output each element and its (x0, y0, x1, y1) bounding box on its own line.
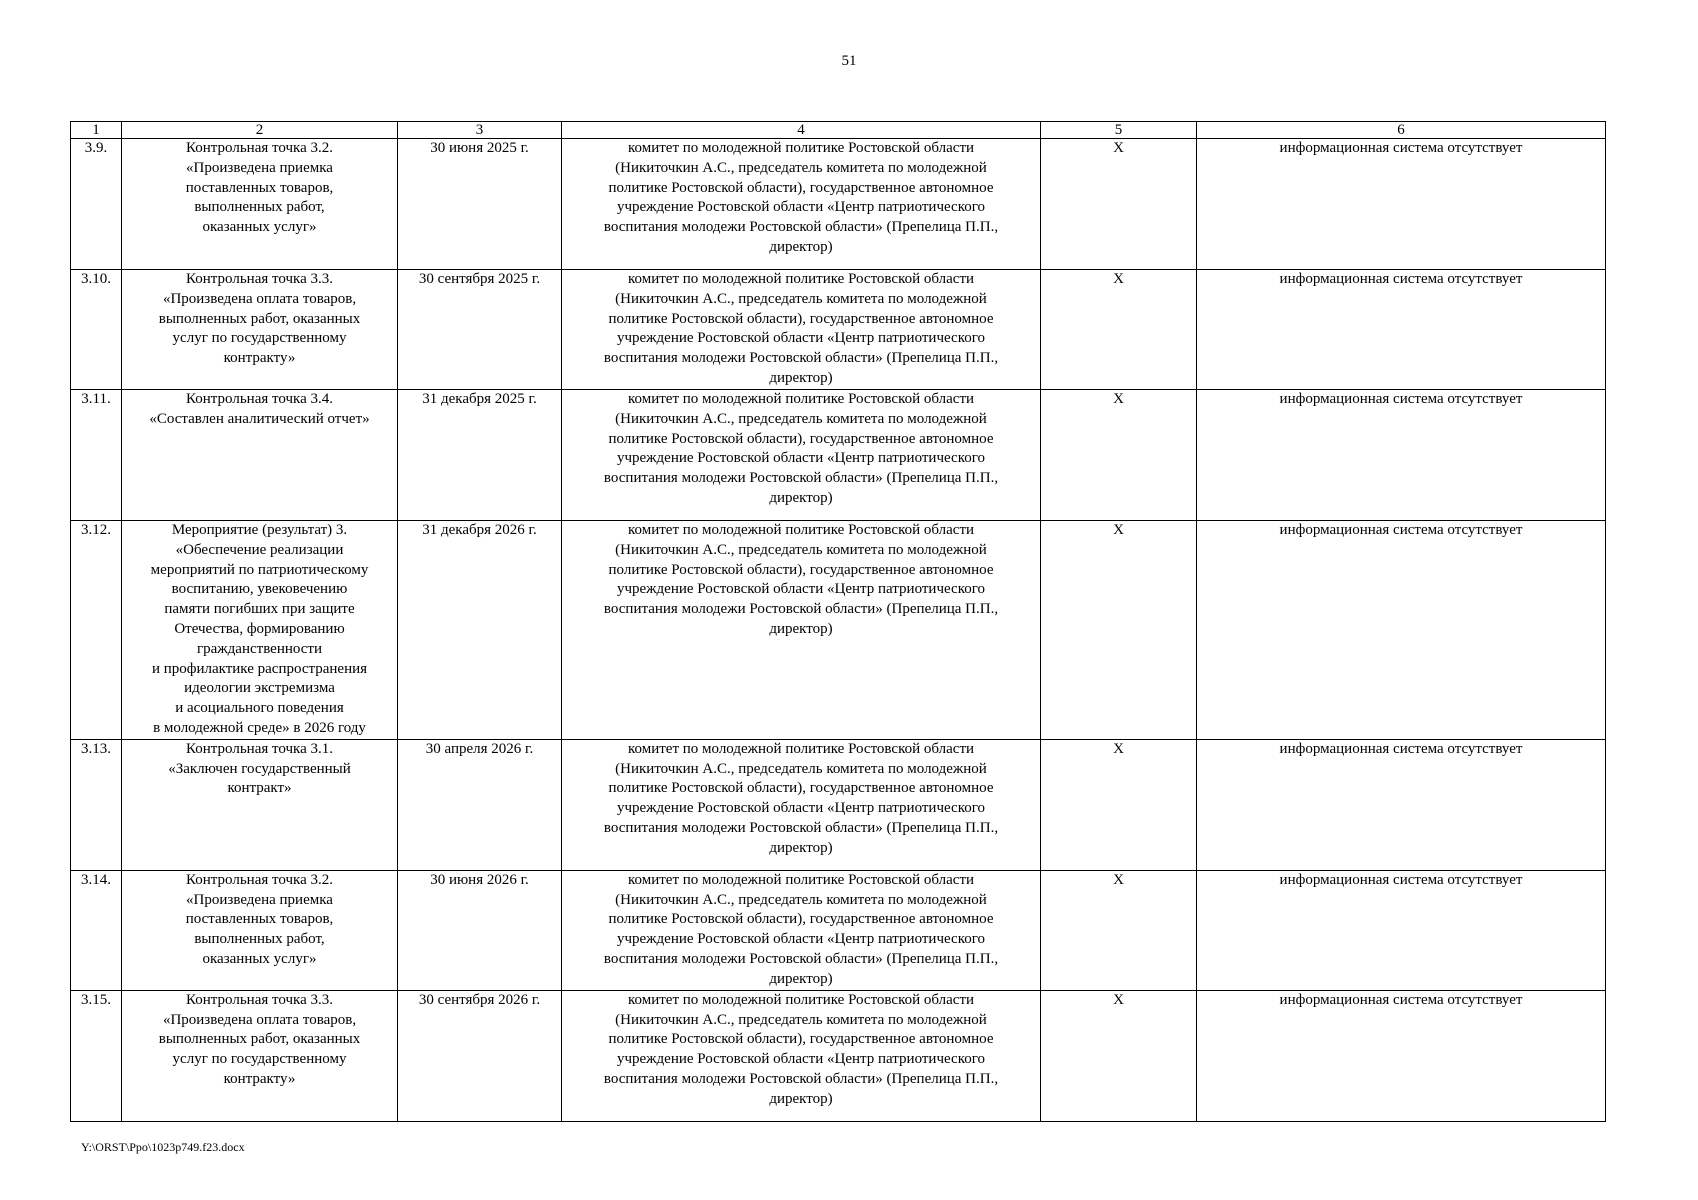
row-responsible: комитет по молодежной политике Ростовской области (Никиточкин А.С., председатель комитета по молодежной политике Ростовской области), государственное автономное учреждение Ростовской области «Центр патриотического воспитания молодежи Ростовской области» (Препелица П.П., директор) (562, 870, 1041, 990)
row-col5: X (1041, 139, 1197, 270)
table-header-row (71, 122, 1606, 139)
row-number: 3.14. (71, 870, 122, 990)
row-info-system: информационная система отсутствует (1197, 390, 1606, 521)
column-number-header: 1 (71, 122, 122, 139)
table-row (71, 270, 1606, 390)
row-responsible: комитет по молодежной политике Ростовской области (Никиточкин А.С., председатель комитета по молодежной политике Ростовской области), государственное автономное учреждение Ростовской области «Центр патриотического воспитания молодежи Ростовской области» (Препелица П.П., директор) (562, 990, 1041, 1121)
row-info-system: информационная система отсутствует (1197, 270, 1606, 390)
row-col5: X (1041, 521, 1197, 740)
row-number: 3.9. (71, 139, 122, 270)
row-name: Контрольная точка 3.2. «Произведена приемка поставленных товаров, выполненных работ, оказанных услуг» (122, 139, 398, 270)
table-row (71, 390, 1606, 521)
row-info-system: информационная система отсутствует (1197, 870, 1606, 990)
row-number: 3.10. (71, 270, 122, 390)
row-number: 3.13. (71, 739, 122, 870)
table-row (71, 139, 1606, 270)
document-file-path: Y:\ORST\Ppo\1023p749.f23.docx (81, 1140, 245, 1154)
row-responsible: комитет по молодежной политике Ростовской области (Никиточкин А.С., председатель комитета по молодежной политике Ростовской области), государственное автономное учреждение Ростовской области «Центр патриотического воспитания молодежи Ростовской области» (Препелица П.П., директор) (562, 739, 1041, 870)
column-number-header: 5 (1041, 122, 1197, 139)
row-col5: X (1041, 390, 1197, 521)
row-number: 3.15. (71, 990, 122, 1121)
column-number-header: 4 (562, 122, 1041, 139)
table-row (71, 739, 1606, 870)
row-name: Контрольная точка 3.4. «Составлен аналитический отчет» (122, 390, 398, 521)
row-col5: X (1041, 270, 1197, 390)
row-date: 30 апреля 2026 г. (398, 739, 562, 870)
row-info-system: информационная система отсутствует (1197, 990, 1606, 1121)
table-row (71, 870, 1606, 990)
table-row (71, 521, 1606, 740)
row-responsible: комитет по молодежной политике Ростовской области (Никиточкин А.С., председатель комитета по молодежной политике Ростовской области), государственное автономное учреждение Ростовской области «Центр патриотического воспитания молодежи Ростовской области» (Препелица П.П., директор) (562, 521, 1041, 740)
row-name: Контрольная точка 3.2. «Произведена приемка поставленных товаров, выполненных работ, оказанных услуг» (122, 870, 398, 990)
row-col5: X (1041, 739, 1197, 870)
row-name: Контрольная точка 3.3. «Произведена оплата товаров, выполненных работ, оказанных услуг по государственному контракту» (122, 270, 398, 390)
row-date: 30 сентября 2025 г. (398, 270, 562, 390)
column-number-header: 3 (398, 122, 562, 139)
column-number-header: 2 (122, 122, 398, 139)
row-responsible: комитет по молодежной политике Ростовской области (Никиточкин А.С., председатель комитета по молодежной политике Ростовской области), государственное автономное учреждение Ростовской области «Центр патриотического воспитания молодежи Ростовской области» (Препелица П.П., директор) (562, 390, 1041, 521)
row-name: Мероприятие (результат) 3. «Обеспечение реализации мероприятий по патриотическому воспитанию, увековечению памяти погибших при защите Отечества, формированию гражданственности и профилактике распространения идеологии экстремизма и асоциального поведения в молодежной среде» в 2026 году (122, 521, 398, 740)
row-info-system: информационная система отсутствует (1197, 521, 1606, 740)
row-date: 30 июня 2026 г. (398, 870, 562, 990)
page-number: 51 (841, 53, 857, 69)
row-date: 30 сентября 2026 г. (398, 990, 562, 1121)
row-name: Контрольная точка 3.1. «Заключен государственный контракт» (122, 739, 398, 870)
row-col5: X (1041, 990, 1197, 1121)
row-responsible: комитет по молодежной политике Ростовской области (Никиточкин А.С., председатель комитета по молодежной политике Ростовской области), государственное автономное учреждение Ростовской области «Центр патриотического воспитания молодежи Ростовской области» (Препелица П.П., директор) (562, 270, 1041, 390)
column-number-header: 6 (1197, 122, 1606, 139)
row-info-system: информационная система отсутствует (1197, 139, 1606, 270)
row-date: 31 декабря 2025 г. (398, 390, 562, 521)
row-date: 31 декабря 2026 г. (398, 521, 562, 740)
row-col5: X (1041, 870, 1197, 990)
control-points-table (70, 121, 1606, 1122)
row-date: 30 июня 2025 г. (398, 139, 562, 270)
table-row (71, 990, 1606, 1121)
row-name: Контрольная точка 3.3. «Произведена оплата товаров, выполненных работ, оказанных услуг по государственному контракту» (122, 990, 398, 1121)
row-number: 3.11. (71, 390, 122, 521)
row-number: 3.12. (71, 521, 122, 740)
row-responsible: комитет по молодежной политике Ростовской области (Никиточкин А.С., председатель комитета по молодежной политике Ростовской области), государственное автономное учреждение Ростовской области «Центр патриотического воспитания молодежи Ростовской области» (Препелица П.П., директор) (562, 139, 1041, 270)
row-info-system: информационная система отсутствует (1197, 739, 1606, 870)
